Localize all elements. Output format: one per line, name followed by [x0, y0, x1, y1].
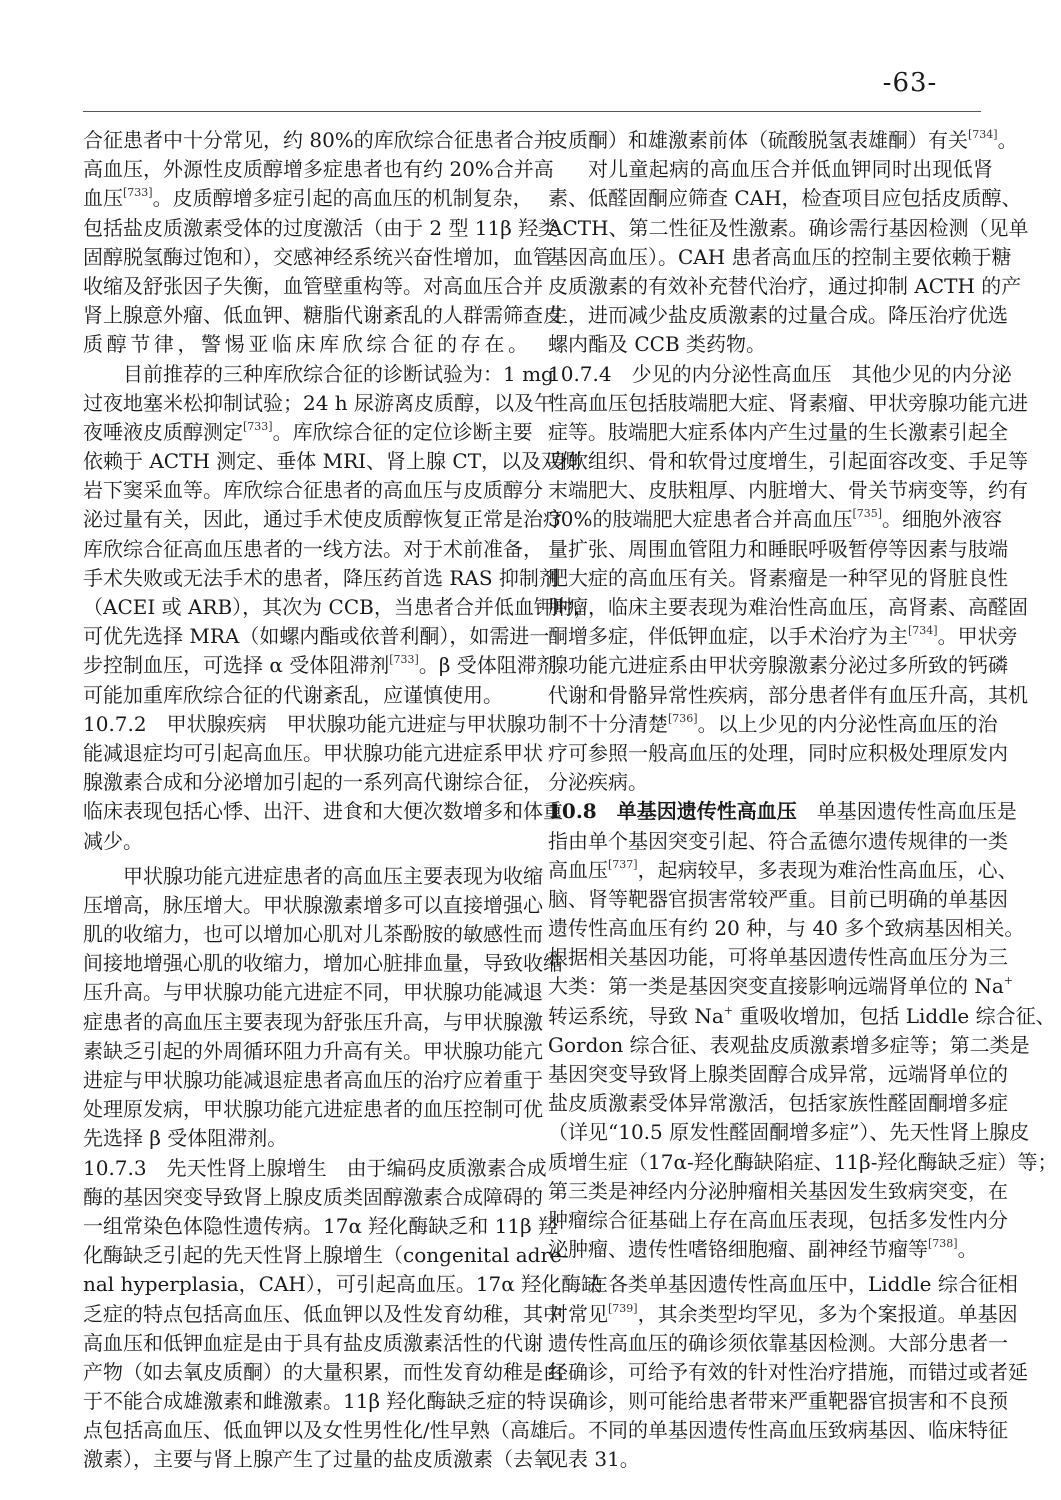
text-line	[83, 1037, 543, 1066]
text-line	[83, 949, 563, 978]
text-line	[548, 360, 1012, 389]
text-line	[548, 622, 1018, 651]
text-line	[83, 1270, 602, 1299]
text-line	[83, 768, 543, 797]
text-line	[83, 862, 543, 891]
text-line	[548, 1445, 993, 1474]
text-line	[83, 418, 533, 447]
text-segment: 过夜地塞米松抑制试验；24 h 尿游离皮质醇，以及午	[83, 390, 555, 415]
text-line	[83, 891, 543, 920]
text-segment: 遗传性高血压的确诊须依靠基因检测。大部分患者一	[548, 1330, 1008, 1355]
text-segment: 根据相关基因功能，可将单基因遗传性高血压分为三	[548, 945, 1008, 970]
text-segment: 乏症的特点包括高血压、低血钾以及性发育幼稚，其中	[83, 1301, 563, 1326]
text-segment: 腺功能亢进症系由甲状旁腺激素分泌过多所致的钙磷	[548, 653, 1008, 678]
text-segment: 。	[997, 128, 1018, 152]
paragraph	[548, 797, 1058, 1264]
citation-superscript: [739]	[608, 1301, 638, 1315]
citation-superscript: [733]	[389, 653, 419, 667]
text-segment: 经确诊，可给予有效的针对性治疗措施，而错过或者延	[548, 1359, 1028, 1384]
text-segment: 甲状腺功能亢进症患者的高血压主要表现为收缩	[123, 863, 543, 888]
text-segment: 先选择 β 受体阻滞剂。	[83, 1126, 288, 1151]
text-segment: 见表 31。	[548, 1447, 640, 1472]
text-line	[83, 593, 594, 622]
text-segment: 减少。	[83, 828, 143, 853]
paragraph	[548, 1270, 1028, 1474]
text-segment: 。皮质醇增多症引起的高血压的机制复杂，	[152, 186, 533, 211]
text-line	[83, 1124, 528, 1153]
citation-superscript: +	[1003, 974, 1013, 988]
text-line	[83, 978, 543, 1007]
text-segment: 基因高血压）。CAH 患者高血压的控制主要依赖于糖	[548, 244, 1012, 269]
text-line	[83, 360, 554, 389]
text-line	[83, 1154, 547, 1183]
paragraph	[83, 862, 563, 1154]
text-line	[83, 1212, 559, 1241]
text-line	[83, 827, 528, 856]
paragraph	[83, 360, 594, 710]
citation-superscript: [735]	[852, 507, 883, 521]
text-segment: 泌肿瘤、遗传性嗜铬细胞瘤、副神经节瘤等	[548, 1237, 928, 1262]
text-segment: 末端肥大、皮肤粗厚、内脏增大、骨关节病变等，约有	[548, 478, 1028, 503]
text-segment: 肾上腺意外瘤、低血钾、糖脂代谢紊乱的人群需筛查皮	[83, 303, 563, 328]
text-segment: 后。不同的单基因遗传性高血压致病基因、临床特征	[548, 1418, 1008, 1443]
text-line	[83, 1183, 543, 1212]
text-segment: 素缺乏引起的外周循环阻力升高有关。甲状腺功能亢	[83, 1038, 543, 1063]
text-segment: 收缩及舒张因子失衡，血管壁重构等。对高血压合并	[83, 273, 543, 298]
text-line	[548, 1118, 1030, 1147]
citation-superscript: [733]	[243, 419, 273, 433]
text-line	[548, 1358, 1028, 1387]
text-segment: 转运系统，导致 Na	[548, 1003, 724, 1028]
text-segment: 间接地增强心肌的收缩力，增加心脏排血量，导致收缩	[83, 951, 563, 976]
text-line	[548, 535, 1008, 564]
text-line	[83, 1095, 543, 1124]
text-segment: 肿瘤综合征基础上存在高血压表现，包括多发性内分	[548, 1207, 1008, 1232]
text-segment: 高血压和低钾血症是由于具有盐皮质激素活性的代谢	[83, 1330, 543, 1355]
text-line	[548, 914, 1025, 943]
text-segment: 临床表现包括心悸、出汗、进食和大便次数增多和体重	[83, 799, 563, 824]
header-rule	[83, 111, 981, 112]
text-segment: 身软组织、骨和软骨过度增生，引起面容改变、手足等	[548, 449, 1028, 474]
text-line	[548, 1031, 1030, 1060]
text-segment: 皮质激素的有效补充替代治疗，通过抑制 ACTH 的产	[548, 273, 1022, 298]
text-line	[548, 943, 1008, 972]
text-line	[83, 476, 543, 505]
text-segment: 10.7.4 少见的内分泌性高血压 其他少见的内分泌	[548, 361, 1012, 386]
text-segment: 可能加重库欣综合征的代谢紊乱，应谨慎使用。	[83, 682, 503, 707]
text-segment: 脑、肾等靶器官损害常较严重。目前已明确的单基因	[548, 886, 1008, 911]
text-segment: 量扩张、周围血管阻力和睡眠呼吸暂停等因素与肢端	[548, 536, 1008, 561]
text-line	[548, 827, 1008, 856]
text-segment: 酮增多症，伴低钾血症，以手术治疗为主	[548, 624, 908, 649]
paragraph	[83, 126, 563, 360]
text-segment: 点包括高血压、低血钾以及女性男性化/性早熟（高雄	[83, 1418, 550, 1443]
text-segment: 进症与甲状腺功能减退症患者高血压的治疗应着重于	[83, 1068, 543, 1092]
text-line	[548, 1387, 1008, 1416]
text-segment: 依赖于 ACTH 测定、垂体 MRI、肾上腺 CT，以及双侧	[83, 449, 582, 474]
text-line	[548, 739, 1008, 768]
text-segment: 肿瘤，临床主要表现为难治性高血压，高肾素、高醛固	[548, 595, 1028, 619]
text-line	[548, 1235, 993, 1264]
text-segment: 库欣综合征高血压患者的一线方法。对于术前准备，	[83, 536, 543, 561]
text-segment: 激素），主要与肾上腺产生了过量的盐皮质激素（去氧	[83, 1447, 553, 1472]
text-segment: 目前推荐的三种库欣综合征的诊断试验为：1 mg	[123, 361, 554, 386]
text-segment: 能减退症均可引起高血压。甲状腺功能亢进症系甲状	[83, 740, 543, 765]
text-line	[548, 1060, 1008, 1089]
text-line	[83, 1241, 569, 1270]
text-segment: 分泌疾病。	[548, 770, 648, 795]
text-segment: 肥大症的高血压有关。肾素瘤是一种罕见的肾脏良性	[548, 565, 1008, 590]
text-line	[548, 1270, 1018, 1299]
text-segment: 对常见	[548, 1301, 608, 1326]
text-line	[83, 505, 563, 534]
text-segment: 。以上少见的内分泌性高血压的治	[697, 711, 998, 736]
text-line	[548, 155, 993, 184]
text-line	[83, 710, 547, 739]
text-segment: ，其余类型均罕见，多为个案报道。单基因	[637, 1301, 1018, 1326]
text-line	[83, 301, 563, 330]
citation-superscript: [738]	[928, 1237, 958, 1251]
text-line	[548, 418, 1008, 447]
text-segment: 一组常染色体隐性遗传病。17α 羟化酶缺乏和 11β 羟	[83, 1213, 559, 1238]
text-segment: ACTH、第二性征及性激素。确诊需行基因检测（见单	[548, 215, 1029, 240]
text-segment: 岩下窦采血等。库欣综合征患者的高血压与皮质醇分	[83, 478, 543, 503]
text-segment: 。库欣综合征的定位诊断主要	[272, 419, 533, 444]
text-line	[548, 797, 1017, 826]
text-segment: 夜唾液皮质醇测定	[83, 419, 243, 444]
text-segment: 制不十分清楚	[548, 711, 668, 736]
section-heading: 10.8 单基因遗传性高血压	[548, 799, 797, 824]
text-segment: 症等。肢端肥大症系体内产生过量的生长激素引起全	[548, 419, 1008, 444]
text-line	[83, 330, 528, 359]
text-segment: 压升高。与甲状腺功能亢进症不同，甲状腺功能减退	[83, 980, 543, 1005]
text-segment: 代谢和骨骼异常性疾病，部分患者伴有血压升高，其机	[548, 682, 1028, 707]
text-line	[548, 1002, 1056, 1031]
text-line	[83, 1008, 543, 1037]
text-segment: 高血压	[548, 857, 608, 882]
text-segment: 皮质酮）和雄激素前体（硫酸脱氢表雄酮）有关	[548, 128, 968, 152]
text-line	[548, 710, 998, 739]
text-segment: 处理原发病，甲状腺功能亢进症患者的血压控制可优	[83, 1097, 543, 1122]
text-segment: 重吸收增加，包括 Liddle 综合征、	[733, 1003, 1056, 1028]
text-segment: 对儿童起病的高血压合并低血钾同时出现低肾	[588, 157, 993, 182]
text-segment: 30%的肢端肥大症患者合并高血压	[548, 507, 853, 532]
text-segment: 压增高，脉压增大。甲状腺激素增多可以直接增强心	[83, 892, 543, 917]
paragraph	[548, 360, 1028, 798]
paragraph	[548, 155, 1029, 359]
text-line	[548, 243, 1012, 272]
text-line	[548, 1329, 1008, 1358]
text-segment: 。甲状旁	[937, 624, 1018, 649]
text-segment: 遗传性高血压有约 20 种，与 40 多个致病基因相关。	[548, 916, 1025, 941]
text-segment: 肌的收缩力，也可以增加心肌对儿茶酚胺的敏感性而	[83, 922, 543, 947]
text-line	[83, 739, 543, 768]
text-line	[83, 1358, 563, 1387]
text-segment: 素、低醛固酮应筛查 CAH，检查项目应包括皮质醇、	[548, 186, 1022, 211]
text-line	[548, 447, 1028, 476]
text-segment: 质增生症（17α-羟化酶缺陷症、11β-羟化酶缺乏症）等；	[548, 1149, 1058, 1174]
text-segment: （ACEI 或 ARB），其次为 CCB，当患者合并低血钾时，	[83, 595, 594, 619]
text-segment: 腺激素合成和分泌增加引起的一系列高代谢综合征，	[83, 770, 543, 795]
text-segment: 。	[957, 1237, 978, 1262]
text-segment: 合征患者中十分常见，约 80%的库欣综合征患者合并	[83, 128, 554, 152]
text-line	[83, 389, 555, 418]
text-segment: 手术失败或无法手术的患者，降压药首选 RAS 抑制剂	[83, 565, 559, 590]
right-column	[548, 126, 1058, 1475]
text-segment: 单基因遗传性高血压是	[796, 799, 1017, 824]
text-line	[83, 681, 528, 710]
text-line	[83, 1445, 553, 1474]
text-line	[548, 272, 1022, 301]
text-line	[548, 564, 1008, 593]
citation-superscript: [734]	[908, 624, 938, 638]
text-segment: Gordon 综合征、表观盐皮质激素增多症等；第二类是	[548, 1032, 1030, 1057]
text-line	[83, 243, 553, 272]
text-segment: ，起病较早，多表现为难治性高血压，心、	[637, 857, 1018, 882]
text-segment: 可优先选择 MRA（如螺内酯或依普利酮），如需进一	[83, 624, 550, 649]
text-segment: 第三类是神经内分泌肿瘤相关基因发生致病突变，在	[548, 1178, 1008, 1203]
text-segment: 固醇脱氢酶过饱和），交感神经系统兴奋性增加，血管	[83, 244, 553, 269]
text-line	[83, 651, 557, 680]
text-segment: 包括盐皮质激素受体的过度激活（由于 2 型 11β 羟类	[83, 215, 559, 240]
text-segment: 生，进而减少盐皮质激素的过量合成。降压治疗优选	[548, 303, 1008, 328]
citation-superscript: [736]	[668, 711, 698, 725]
text-line	[548, 214, 1029, 243]
text-segment: （详见“10.5 原发性醛固酮增多症”）、先天性肾上腺皮	[548, 1120, 1030, 1145]
text-segment: 基因突变导致肾上腺类固醇合成异常，远端肾单位的	[548, 1062, 1008, 1086]
text-line	[83, 447, 582, 476]
text-line	[548, 1089, 1008, 1118]
text-line	[548, 1416, 1008, 1445]
text-segment: 10.7.3 先天性肾上腺增生 由于编码皮质激素合成	[83, 1155, 547, 1180]
text-line	[83, 1300, 563, 1329]
citation-superscript: [737]	[608, 857, 638, 871]
text-segment: 误确诊，则可能给患者带来严重靶器官损害和不良预	[548, 1389, 1008, 1414]
text-line	[548, 593, 1028, 622]
text-line	[83, 622, 550, 651]
text-segment: 化酶缺乏引起的先天性肾上腺增生（congenital adre-	[83, 1243, 569, 1268]
text-line	[548, 330, 993, 359]
text-line	[83, 920, 543, 949]
text-line	[83, 214, 559, 243]
text-segment: 步控制血压，可选择 α 受体阻滞剂	[83, 653, 390, 678]
text-line	[83, 155, 554, 184]
text-line	[83, 1329, 543, 1358]
text-line	[548, 856, 1018, 885]
text-line	[83, 1416, 550, 1445]
text-segment: nal hyperplasia，CAH），可引起高血压。17α 羟化酶缺	[83, 1272, 602, 1297]
text-line	[548, 651, 1008, 680]
text-segment: 症患者的高血压主要表现为舒张压升高，与甲状腺激	[83, 1009, 543, 1034]
text-line	[83, 1066, 543, 1095]
text-segment: 酶的基因突变导致肾上腺皮质类固醇激素合成障碍的	[83, 1184, 543, 1209]
text-segment: 高血压，外源性皮质醇增多症患者也有约 20%合并高	[83, 157, 554, 182]
text-line	[548, 476, 1028, 505]
text-line	[548, 972, 1013, 1001]
text-line	[548, 505, 1003, 534]
citation-superscript: +	[723, 1003, 733, 1017]
text-line	[548, 1206, 1008, 1235]
text-line	[548, 768, 993, 797]
text-line	[548, 301, 1008, 330]
text-line	[83, 1387, 547, 1416]
text-line	[83, 564, 559, 593]
text-line	[548, 1177, 1008, 1206]
text-line	[83, 797, 563, 826]
text-segment: 性高血压包括肢端肥大症、肾素瘤、甲状旁腺功能亢进	[548, 390, 1028, 415]
text-line	[548, 389, 1028, 418]
citation-superscript: [734]	[968, 128, 998, 141]
text-line	[548, 1300, 1018, 1329]
text-segment: 大类：第一类是基因突变直接影响远端肾单位的 Na	[548, 974, 1004, 999]
text-line	[548, 681, 1028, 710]
text-line	[83, 272, 543, 301]
text-line	[548, 885, 1008, 914]
page-number: -63-	[882, 68, 938, 98]
text-segment: 螺内酯及 CCB 类药物。	[548, 332, 767, 357]
text-segment: 血压	[83, 186, 123, 211]
text-segment: 质醇节律，警惕亚临床库欣综合征的存在。	[83, 332, 528, 357]
paragraph	[548, 126, 1018, 155]
text-segment: 指由单个基因突变引起、符合孟德尔遗传规律的一类	[548, 828, 1008, 853]
text-line	[548, 184, 1022, 213]
citation-superscript: [733]	[123, 186, 153, 200]
text-line	[548, 1148, 1058, 1177]
text-segment: 疗可参照一般高血压的处理，同时应积极处理原发内	[548, 740, 1008, 765]
text-segment: 于不能合成雄激素和雌激素。11β 羟化酶缺乏症的特	[83, 1389, 547, 1414]
text-segment: 10.7.2 甲状腺疾病 甲状腺功能亢进症与甲状腺功	[83, 711, 547, 736]
text-segment: 泌过量有关，因此，通过手术使皮质醇恢复正常是治疗	[83, 507, 563, 532]
text-line	[83, 184, 533, 213]
text-segment: 盐皮质激素受体异常激活，包括家族性醛固酮增多症	[548, 1091, 1008, 1116]
text-segment: 。β 受体阻滞剂	[418, 653, 557, 678]
text-segment: 在各类单基因遗传性高血压中，Liddle 综合征相	[588, 1272, 1018, 1297]
paragraph	[83, 710, 563, 856]
text-line	[83, 535, 543, 564]
text-segment: 。细胞外液容	[882, 507, 1003, 532]
text-line	[83, 126, 554, 155]
text-segment: 产物（如去氧皮质酮）的大量积累，而性发育幼稚是由	[83, 1359, 563, 1384]
text-line	[548, 126, 1018, 155]
